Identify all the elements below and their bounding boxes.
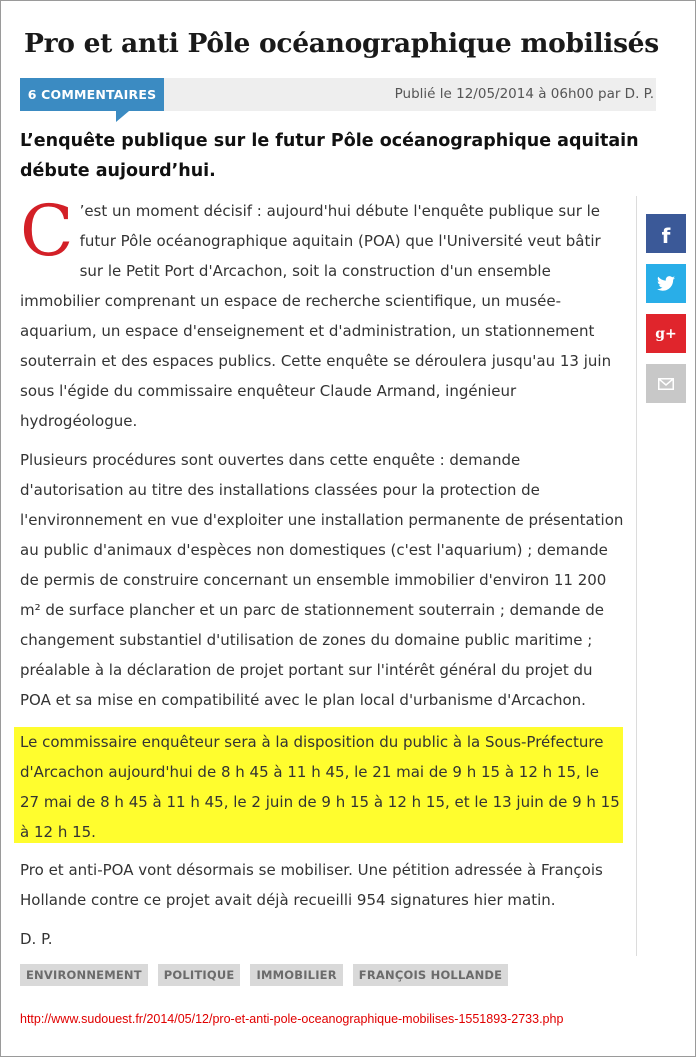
article-body-end [20,855,624,963]
article-title: Pro et anti Pôle océanographique mobilisés [24,28,659,59]
paragraph-2: Plusieurs procédures sont ouvertes dans cette enquête : demande d'autorisation au titre des installations classées pour la protection de l'environnement en vue d'exploiter une installation permanente de présentation au public d'animaux d'espèces non domestiques (c'est l'aquarium) ; demande de permis de construire concernant un ensemble immobilier d'environ 11 200 m² de surface plancher et un parc de stationnement souterrain ; demande de changement substantiel d'utilisation de zones du domaine public maritime ; préalable à la déclaration de projet portant sur l'intérêt général du projet du POA et sa mise en compatibilité avec le plan local d'urbanisme d'Arcachon. [20,451,624,709]
tag-politique[interactable]: POLITIQUE [158,964,241,986]
facebook-share-button[interactable] [646,214,686,253]
twitter-icon [657,276,675,291]
googleplus-icon: g+ [655,325,677,342]
source-url[interactable]: http://www.sudouest.fr/2014/05/12/pro-et-anti-pole-oceanographique-mobilises-1551893-2733.php [20,1012,564,1026]
published-info: Publié le 12/05/2014 à 06h00 par D. P. [394,86,654,102]
email-share-button[interactable] [646,364,686,403]
tag-francois-hollande[interactable]: FRANÇOIS HOLLANDE [353,964,508,986]
tag-environnement[interactable]: ENVIRONNEMENT [20,964,148,986]
envelope-icon [658,378,674,390]
tag-immobilier[interactable]: IMMOBILIER [250,964,342,986]
paragraph-1-text: ’est un moment décisif : aujourd'hui débute l'enquête publique sur le futur Pôle océanographique aquitain (POA) que l'Université veut bâtir sur le Petit Port d'Arcachon, soit la construction d'un ensemble immobilier comprenant un espace de recherche scientifique, un musée-aquarium, un espace d'enseignement et d'administration, un stationnement souterrain et des espaces publics. Cette enquête se déroulera jusqu'au 13 juin sous l'égide du commissaire enquêteur Claude Armand, ingénieur hydrogéologue. [20,202,612,430]
paragraph-3-highlighted: Le commissaire enquêteur sera à la disposition du public à la Sous-Préfecture d'Arcachon aujourd'hui de 8 h 45 à 11 h 45, le 21 mai de 9 h 15 à 12 h 15, le 27 mai de 8 h 45 à 11 h 45, le 2 juin de 9 h 15 à 12 h 15, et le 13 juin de 9 h 15 à 12 h 15. [20,733,620,841]
share-divider [636,196,637,956]
comments-button[interactable]: 6 COMMENTAIRES [20,78,164,111]
article-body [20,190,624,724]
tag-list [20,964,508,986]
drop-cap: C [20,190,74,272]
facebook-icon: f [661,223,671,248]
paragraph-4: Pro et anti-POA vont désormais se mobiliser. Une pétition adressée à François Hollande contre ce projet avait déjà recueilli 954 signatures hier matin. [20,861,603,909]
twitter-share-button[interactable] [646,264,686,303]
signature: D. P. [20,930,53,948]
googleplus-share-button[interactable] [646,314,686,353]
paragraph-1 [20,190,624,436]
article-lead: L’enquête publique sur le futur Pôle océanographique aquitain débute aujourd’hui. [20,131,639,181]
